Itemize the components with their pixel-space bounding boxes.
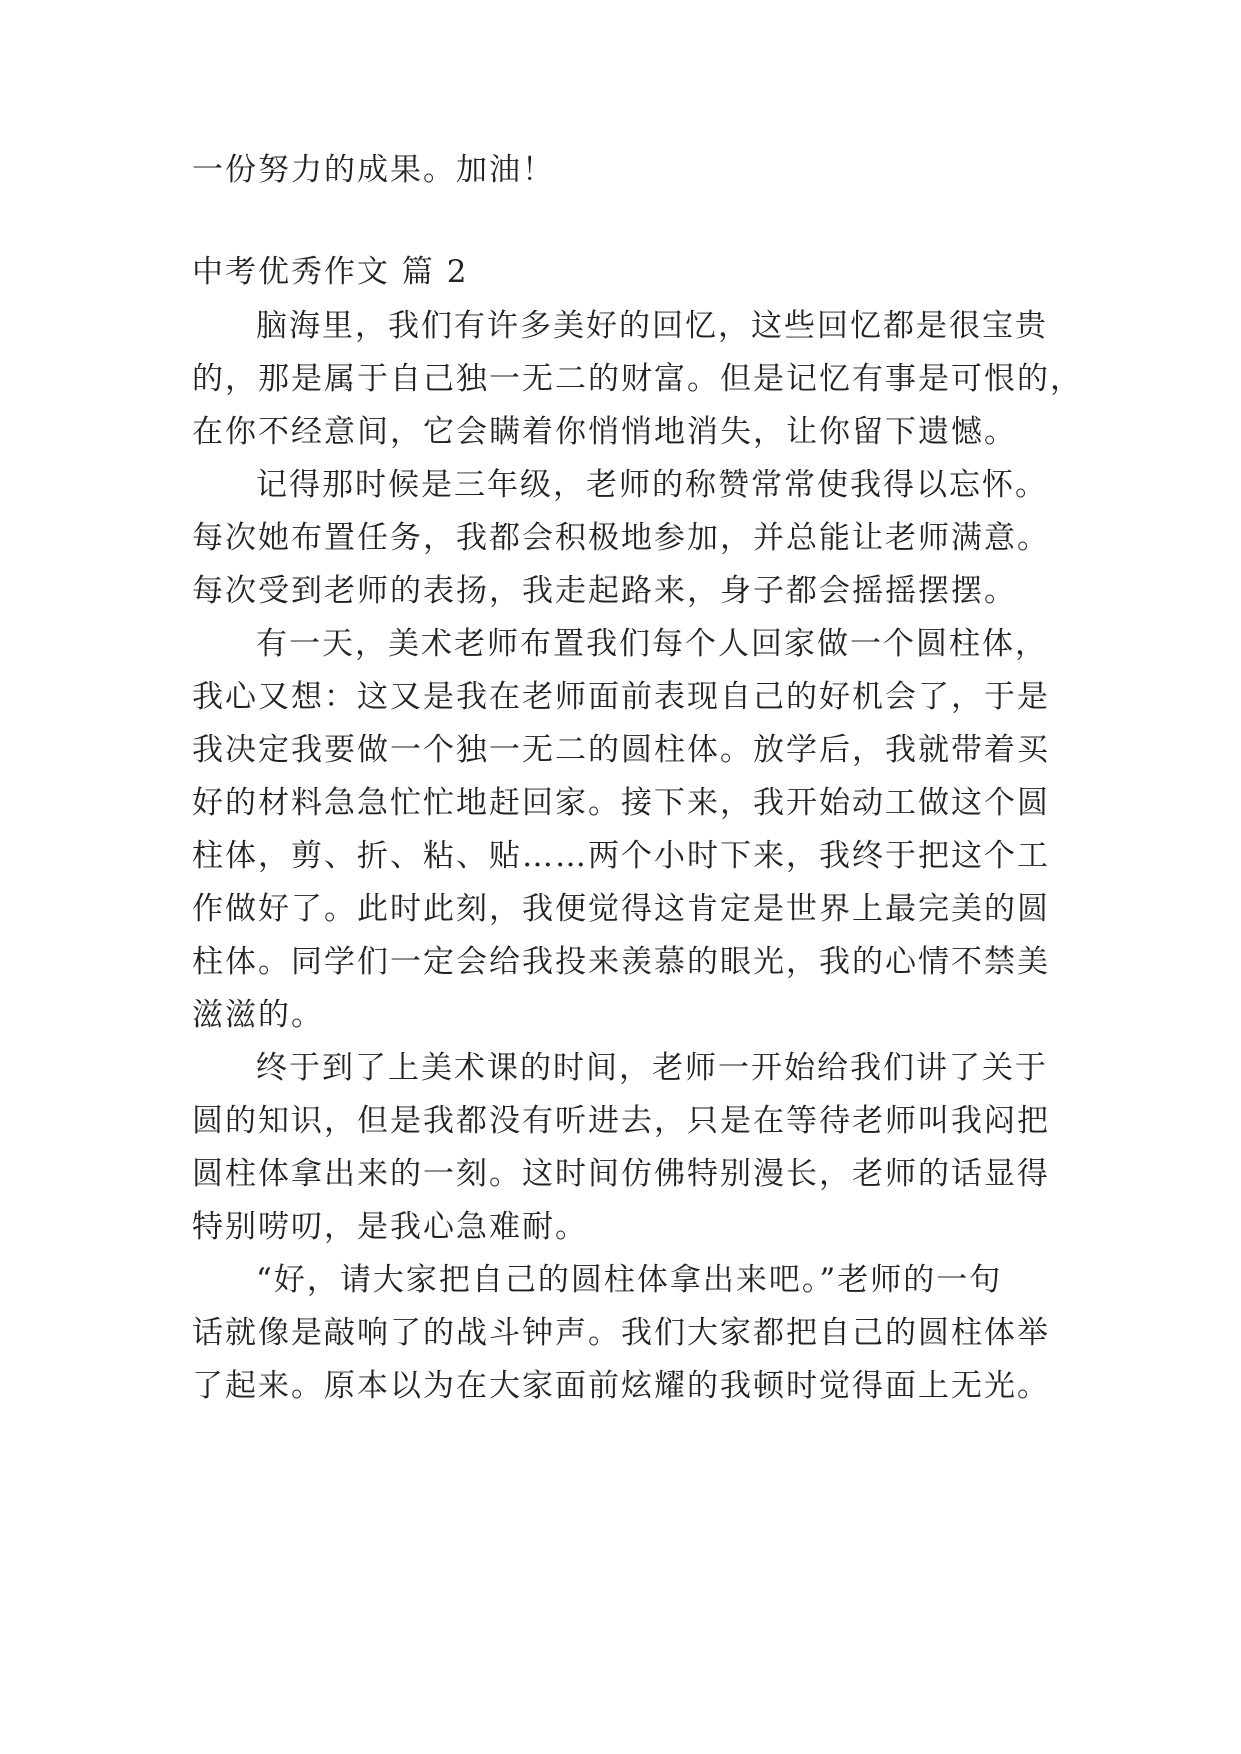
paragraph-line: 好的材料急急忙忙地赶回家。接下来，我开始动工做这个圆 — [192, 785, 1050, 821]
paragraph-line: 柱体，剪、折、粘、贴……两个小时下来，我终于把这个工 — [192, 838, 1050, 874]
paragraph-line-continuation: 一份努力的成果。加油！ — [192, 152, 555, 188]
paragraph-line: 脑海里，我们有许多美好的回忆，这些回忆都是很宝贵 — [256, 308, 1048, 344]
paragraph-line: 每次受到老师的表扬，我走起路来，身子都会摇摇摆摆。 — [192, 573, 1017, 609]
paragraph-line: 话就像是敲响了的战斗钟声。我们大家都把自己的圆柱体举 — [192, 1315, 1050, 1351]
paragraph-line: 在你不经意间，它会瞒着你悄悄地消失，让你留下遗憾。 — [192, 414, 1017, 450]
paragraph-line: 特别唠叨，是我心急难耐。 — [192, 1209, 588, 1245]
paragraph-line: 的，那是属于自己独一无二的财富。但是记忆有事是可恨的， — [192, 361, 1083, 397]
paragraph-line: 滋滋的。 — [192, 997, 324, 1033]
paragraph-line: 柱体。同学们一定会给我投来羡慕的眼光，我的心情不禁美 — [192, 944, 1050, 980]
paragraph-line: 有一天，美术老师布置我们每个人回家做一个圆柱体， — [256, 626, 1048, 662]
paragraph-line: 我心又想：这又是我在老师面前表现自己的好机会了，于是 — [192, 679, 1050, 715]
paragraph-line: 作做好了。此时此刻，我便觉得这肯定是世界上最完美的圆 — [192, 891, 1050, 927]
paragraph-line: 我决定我要做一个独一无二的圆柱体。放学后，我就带着买 — [192, 732, 1050, 768]
section-heading: 中考优秀作文 篇 2 — [192, 254, 469, 290]
paragraph-line: 终于到了上美术课的时间，老师一开始给我们讲了关于 — [256, 1050, 1048, 1086]
paragraph-line: 每次她布置任务，我都会积极地参加，并总能让老师满意。 — [192, 520, 1050, 556]
paragraph-line: “好，请大家把自己的圆柱体拿出来吧。”老师的一句 — [256, 1262, 1003, 1298]
paragraph-line: 了起来。原本以为在大家面前炫耀的我顿时觉得面上无光。 — [192, 1368, 1050, 1404]
paragraph-line: 记得那时候是三年级，老师的称赞常常使我得以忘怀。 — [256, 467, 1048, 503]
paragraph-line: 圆的知识，但是我都没有听进去，只是在等待老师叫我闷把 — [192, 1103, 1050, 1139]
paragraph-line: 圆柱体拿出来的一刻。这时间仿佛特别漫长，老师的话显得 — [192, 1156, 1050, 1192]
